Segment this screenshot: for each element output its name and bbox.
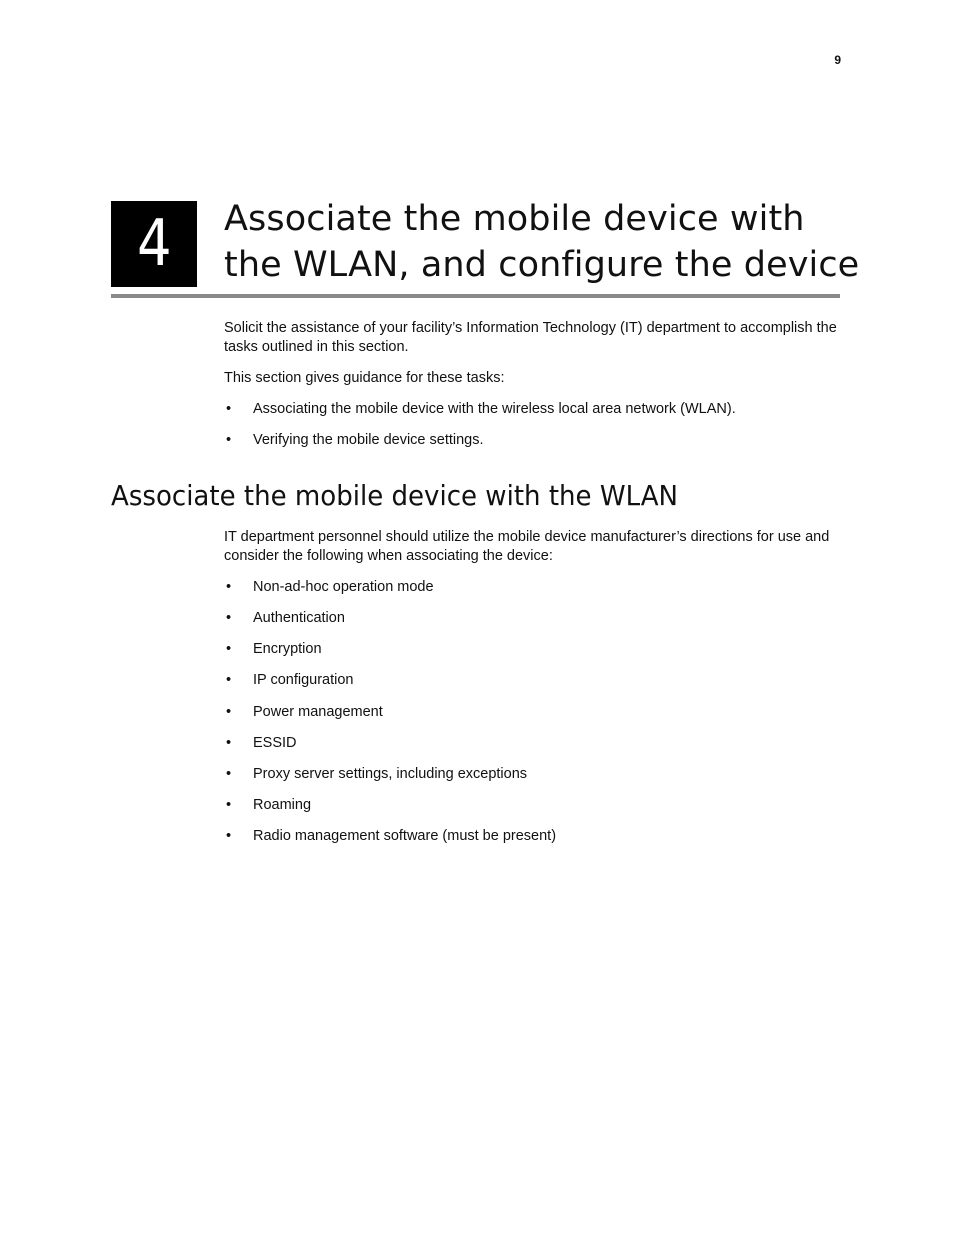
- list-item: [224, 431, 839, 450]
- bullet-symbol: •: [226, 828, 232, 844]
- chapter-title: Associate the mobile device with the WLAN, and configure the device: [224, 199, 860, 285]
- list-item-text: Proxy server settings, including exceptions: [253, 766, 528, 782]
- list-item: [224, 578, 839, 597]
- list-item: [224, 640, 839, 659]
- list-item-text: Encryption: [253, 641, 322, 657]
- list-item-text: Authentication: [253, 610, 345, 626]
- bullet-symbol: •: [226, 610, 232, 626]
- intro-paragraph-1: Solicit the assistance of your facility’s Information Technology (IT) department to accomplish the tasks outlined in this section.: [224, 320, 837, 355]
- section-paragraph: IT department personnel should utilize the mobile device manufacturer’s directions for use and consider the following when associating the device:: [224, 529, 830, 564]
- list-item-text: ESSID: [253, 735, 297, 751]
- list-item: [224, 609, 839, 628]
- intro-paragraph-2: This section gives guidance for these tasks:: [224, 370, 505, 386]
- page-number: 9: [834, 53, 841, 67]
- bullet-symbol: •: [226, 432, 232, 448]
- list-item-text: Radio management software (must be present): [253, 828, 557, 844]
- list-item: [224, 734, 839, 753]
- list-item-text: Non-ad-hoc operation mode: [253, 579, 434, 595]
- list-item-text: Roaming: [253, 797, 312, 813]
- bullet-symbol: •: [226, 579, 232, 595]
- chapter-number-box: [111, 201, 197, 287]
- bullet-symbol: •: [226, 641, 232, 657]
- list-item: [224, 765, 839, 784]
- chapter-number: 4: [136, 207, 172, 281]
- list-item-text: Verifying the mobile device settings.: [253, 432, 484, 448]
- bullet-symbol: •: [226, 704, 232, 720]
- bullet-symbol: •: [226, 766, 232, 782]
- chapter-divider: [111, 294, 840, 298]
- bullet-symbol: •: [226, 401, 232, 417]
- association-considerations-list: [224, 578, 839, 846]
- list-item: [224, 796, 839, 815]
- list-item: [224, 671, 839, 690]
- bullet-symbol: •: [226, 672, 232, 688]
- list-item: [224, 827, 839, 846]
- intro-task-list: [224, 400, 839, 450]
- list-item-text: IP configuration: [253, 672, 354, 688]
- list-item-text: Associating the mobile device with the wireless local area network (WLAN).: [253, 401, 736, 417]
- bullet-symbol: •: [226, 735, 232, 751]
- list-item-text: Power management: [253, 704, 383, 720]
- list-item: [224, 400, 839, 419]
- list-item: [224, 703, 839, 722]
- section-heading: Associate the mobile device with the WLAN: [111, 479, 678, 512]
- bullet-symbol: •: [226, 797, 232, 813]
